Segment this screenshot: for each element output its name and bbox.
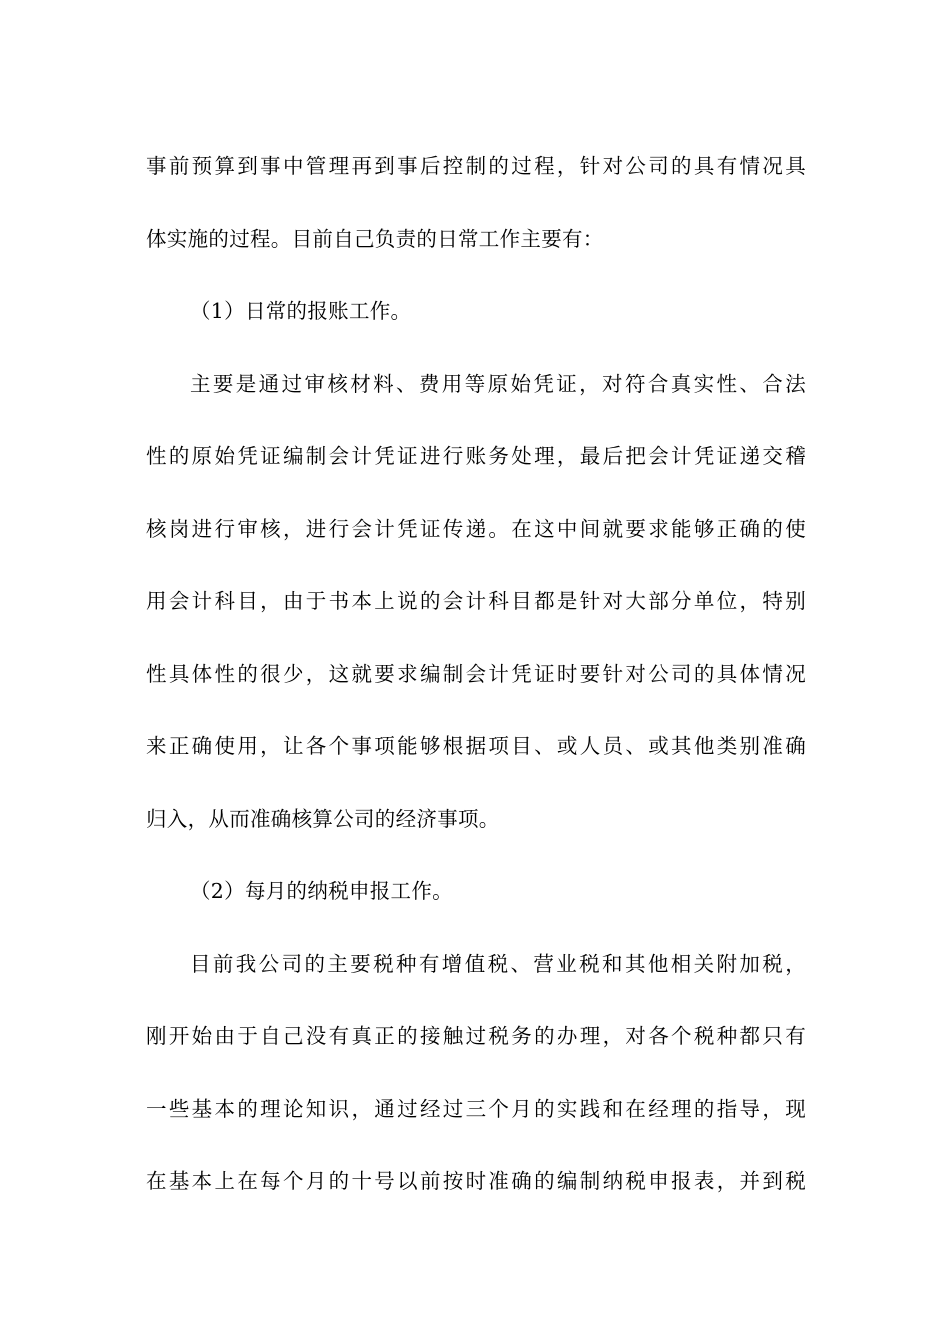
text-line: 用会计科目，由于书本上说的会计科目都是针对大部分单位，特别 (146, 589, 806, 613)
text-line: 性的原始凭证编制会计凭证进行账务处理，最后把会计凭证递交稽 (146, 444, 806, 468)
text-line: 核岗进行审核，进行会计凭证传递。在这中间就要求能够正确的使 (146, 516, 806, 541)
text-line: 刚开始由于自己没有真正的接触过税务的办理，对各个税种都只有 (146, 1024, 806, 1048)
text-line: 体实施的过程。目前自己负责的日常工作主要有： (146, 226, 604, 251)
text-line: 来正确使用，让各个事项能够根据项目、或人员、或其他类别准确 (146, 734, 806, 758)
text-line: 在基本上在每个月的十号以前按时准确的编制纳税申报表，并到税 (146, 1169, 806, 1193)
section-heading: （1）日常的报账工作。 (190, 299, 412, 323)
text-line: 归入，从而准确核算公司的经济事项。 (146, 806, 500, 831)
text-line: 一些基本的理论知识，通过经过三个月的实践和在经理的指导，现 (146, 1096, 806, 1121)
section-heading: （2）每月的纳税申报工作。 (190, 879, 453, 903)
paragraph-first-line: 主要是通过审核材料、费用等原始凭证，对符合真实性、合法 (190, 371, 806, 396)
text-line: 事前预算到事中管理再到事后控制的过程，针对公司的具有情况具 (146, 154, 806, 178)
text-line: 性具体性的很少，这就要求编制会计凭证时要针对公司的具体情况 (146, 661, 806, 686)
document-body (146, 130, 806, 1218)
paragraph-first-line: 目前我公司的主要税种有增值税、营业税和其他相关附加税， (190, 951, 806, 976)
